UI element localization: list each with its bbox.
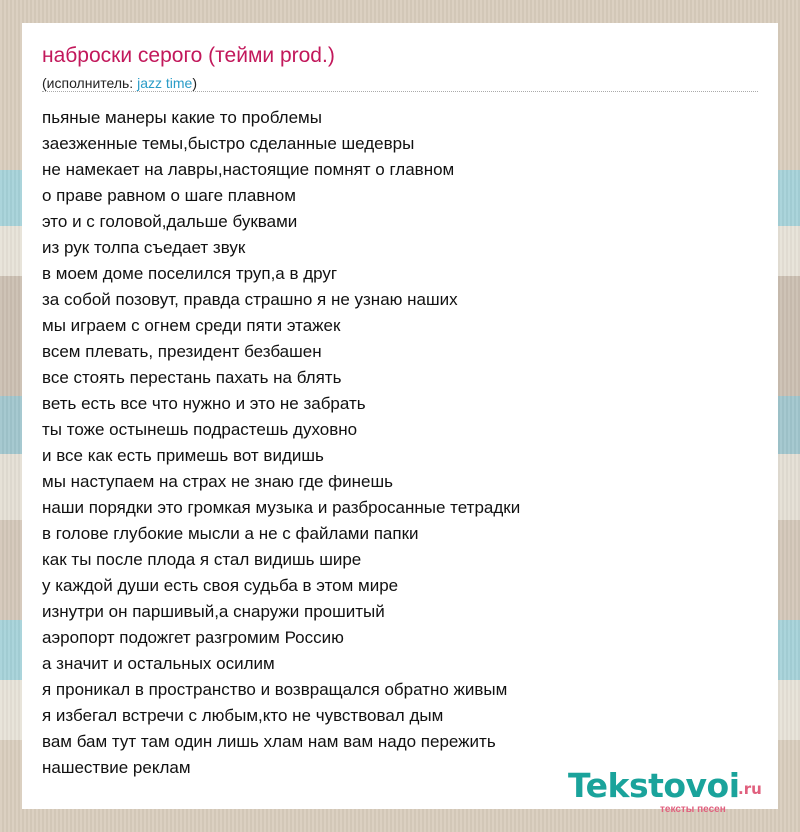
lyric-line: за собой позовут, правда страшно я не узнаю наших: [42, 290, 458, 309]
artist-suffix: ): [192, 75, 197, 91]
lyric-line: из рук толпа съедает звук: [42, 238, 246, 257]
lyric-line: в голове глубокие мысли а не с файлами папки: [42, 524, 419, 543]
logo-wordmark: Tekstovoi: [568, 766, 740, 805]
lyric-line: не намекает на лавры,настоящие помнят о главном: [42, 160, 455, 179]
lyric-line: веть есть все что нужно и это не забрать: [42, 394, 366, 413]
lyric-line: всем плевать, президент безбашен: [42, 342, 322, 361]
lyrics-card: [22, 23, 778, 815]
lyric-line: я проникал в пространство и возвращался обратно живым: [42, 680, 508, 699]
lyric-line: пьяные манеры какие то проблемы: [42, 108, 322, 127]
song-title: наброски серого (тейми prod.): [42, 44, 335, 67]
lyric-line: а значит и остальных осилим: [42, 654, 275, 673]
lyric-line: в моем доме поселился труп,а в друг: [42, 264, 338, 283]
lyric-line: мы наступаем на страх не знаю где финешь: [42, 472, 393, 491]
lyric-line: мы играем с огнем среди пяти этажек: [42, 316, 341, 335]
lyric-line: наши порядки это громкая музыка и разбросанные тетрадки: [42, 498, 521, 517]
lyric-line: все стоять перестань пахать на блять: [42, 368, 342, 387]
lyric-line: ты тоже остынешь подрастешь духовно: [42, 420, 358, 439]
lyric-line: аэропорт подожгет разгромим Россию: [42, 628, 344, 647]
lyric-line: изнутри он паршивый,а снаружи прошитый: [42, 602, 385, 621]
divider: [42, 91, 758, 92]
artist-prefix: (исполнитель:: [42, 75, 138, 91]
lyric-line: я избегал встречи с любым,кто не чувствовал дым: [42, 706, 444, 725]
artist-link[interactable]: jazz time: [137, 75, 193, 91]
lyric-line: о праве равном о шаге плавном: [42, 186, 296, 205]
lyric-line: у каждой души есть своя судьба в этом мире: [42, 576, 399, 595]
logo-tld: .ru: [738, 780, 762, 798]
site-logo[interactable]: [568, 766, 778, 814]
artist-line: [42, 75, 197, 91]
lyric-line: заезженные темы,быстро сделанные шедевры: [42, 134, 415, 153]
lyric-line: вам бам тут там один лишь хлам нам вам надо пережить: [42, 732, 496, 751]
lyrics-text: [42, 105, 742, 781]
lyric-line: нашествие реклам: [42, 758, 191, 777]
lyric-line: как ты после плода я стал видишь шире: [42, 550, 362, 569]
lyric-line: это и с головой,дальше буквами: [42, 212, 298, 231]
lyric-line: и все как есть примешь вот видишь: [42, 446, 324, 465]
logo-tagline: тексты песен: [660, 804, 726, 815]
